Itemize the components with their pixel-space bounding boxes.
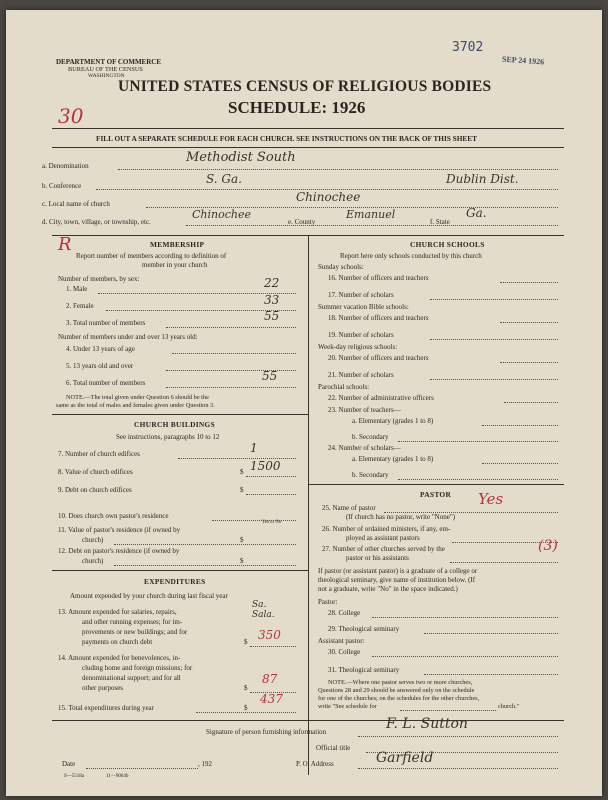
form-title: UNITED STATES CENSUS OF RELIGIOUS BODIES	[118, 78, 492, 95]
city-town-label: d. City, town, village, or township, etc.	[42, 218, 151, 226]
handwritten-number: 30	[58, 104, 84, 128]
address-label: P. O. Address	[296, 760, 334, 768]
q11-label-b: church)	[82, 536, 104, 544]
county-label: e. County	[288, 218, 316, 226]
q13-label-d: payments on church debt	[82, 638, 153, 646]
rule-schools	[308, 484, 564, 485]
denomination-value: Methodist South	[186, 150, 296, 165]
q13-label-b: and other running expenses; for im-	[82, 618, 183, 626]
rule-instruction	[52, 147, 564, 148]
q28-line	[372, 616, 558, 618]
local-name-label: c. Local name of church	[42, 200, 110, 208]
q11-label-a: 11. Value of pastor's residence (if owned by	[58, 526, 181, 534]
by-sex-label: Number of members, by sex:	[58, 275, 140, 283]
q22-label: 22. Number of administrative officers	[328, 394, 434, 402]
q14-dollar: $	[244, 684, 248, 692]
q27-label-b: pastor or his assistants	[346, 554, 409, 562]
q12-dollar: $	[240, 557, 244, 565]
summer-label: Summer vacation Bible schools:	[318, 303, 409, 311]
district-value: Dublin Dist.	[446, 172, 519, 186]
q5-label: 5. 13 years old and over	[66, 362, 134, 370]
q14-label-c: denominational support; and for all	[82, 674, 181, 682]
schools-heading: CHURCH SCHOOLS	[410, 240, 485, 249]
column-divider	[308, 235, 309, 775]
pastor-note-2: Questions 28 and 29 should be answered only on the schedule	[318, 687, 475, 694]
pastor-note-4: write "See schedule for	[318, 703, 377, 710]
q4-line	[172, 352, 296, 354]
city-town-value: Chinochee	[192, 208, 251, 221]
q2-label: 2. Female	[66, 302, 94, 310]
q26-label-b: ployed as assistant pastors	[346, 534, 420, 542]
q21-line	[430, 378, 558, 380]
q30-label: 30. College	[328, 648, 361, 656]
q11-dollar: $	[240, 536, 244, 544]
q19-line	[430, 338, 558, 340]
q9-line	[246, 493, 296, 495]
q19-label: 19. Number of scholars	[328, 331, 394, 339]
q25-label: 25. Name of pastor	[322, 504, 376, 512]
age-label: Number of members under and over 13 years old:	[58, 333, 198, 341]
q9-dollar: $	[240, 486, 244, 494]
q23b-line	[398, 440, 558, 442]
q22-line	[504, 401, 558, 403]
membership-note2: same as the total of males and females given under Question 3.	[56, 402, 215, 409]
q18-line	[500, 321, 558, 323]
conference-label: b. Conference	[42, 182, 82, 190]
address-line	[358, 767, 558, 769]
q23a-label: a. Elementary (grades 1 to 8)	[352, 417, 434, 425]
date-year: , 192	[198, 760, 212, 768]
rule-footer	[52, 720, 564, 721]
q2-value: 33	[264, 293, 280, 307]
q3-line	[166, 326, 296, 328]
q31-line	[424, 673, 558, 675]
q14-value: 87	[262, 672, 278, 686]
q26-label-a: 26. Number of ordained ministers, if any, em-	[322, 525, 451, 533]
q1-label: 1. Male	[66, 285, 88, 293]
q16-line	[500, 281, 558, 283]
q13-label-a: 13. Amount expended for salaries, repairs,	[58, 608, 177, 616]
q27-value: (3)	[538, 538, 558, 554]
signature-value: F. L. Sutton	[386, 716, 468, 732]
schedule-title: SCHEDULE: 1926	[228, 98, 366, 117]
q24b-label: b. Secondary	[352, 471, 389, 479]
q15-label: 15. Total expenditures during year	[58, 704, 154, 712]
dept-label: DEPARTMENT OF COMMERCE	[56, 58, 162, 66]
weekday-label: Week-day religious schools:	[318, 343, 398, 351]
q16-label: 16. Number of officers and teachers	[328, 274, 429, 282]
q8-label: 8. Value of church edifices	[58, 468, 133, 476]
census-schedule-page	[6, 10, 602, 796]
q3-label: 3. Total number of members	[66, 319, 146, 327]
city-line	[186, 224, 558, 226]
q24a-label: a. Elementary (grades 1 to 8)	[352, 455, 434, 463]
q8-dollar: $	[240, 468, 244, 476]
pastor-heading: PASTOR	[420, 490, 452, 499]
q10-line	[212, 519, 296, 521]
expenditures-heading: EXPENDITURES	[144, 577, 206, 586]
state-value: Ga.	[466, 206, 487, 220]
q31-label: 31. Theological seminary	[328, 666, 400, 674]
local-name-value: Chinochee	[296, 190, 361, 204]
pastor-sub-label: Pastor:	[318, 598, 338, 606]
sunday-label: Sunday schools:	[318, 263, 364, 271]
rule-membership	[52, 414, 308, 415]
q14-label-b: cluding home and foreign missions; for	[82, 664, 193, 672]
city-label: WASHINGTON	[88, 73, 125, 79]
date-label: Date	[62, 760, 76, 768]
q21-label: 21. Number of scholars	[328, 371, 394, 379]
q20-line	[500, 361, 558, 363]
denomination-label: a. Denomination	[42, 162, 89, 170]
q15-dollar: $	[244, 704, 248, 712]
grad-note-2: theological seminary, give name of institution below. (If	[318, 576, 476, 584]
q18-label: 18. Number of officers and teachers	[328, 314, 429, 322]
pastor-note-3: for one of the churches; on the schedules for the other churches,	[318, 695, 480, 702]
expenditures-sub: Amount expended by your church during last fiscal year	[70, 592, 228, 600]
yes-no-hint: Yes or No	[262, 520, 282, 525]
q8-value: 1500	[250, 459, 281, 473]
parochial-label: Parochial schools:	[318, 383, 370, 391]
red-check-mark: R	[58, 234, 72, 255]
q15-value: 437	[260, 692, 283, 706]
q6-label: 6. Total number of members	[66, 379, 146, 387]
form-number-2: 11—9064b	[106, 774, 129, 779]
membership-sub1: Report number of members according to definition of	[76, 252, 227, 260]
q11-line	[114, 543, 296, 545]
pastor-note-line	[400, 709, 496, 711]
q4-label: 4. Under 13 years of age	[66, 345, 135, 353]
q29-line	[424, 632, 558, 634]
q14-label-d: other purposes	[82, 684, 124, 692]
q12-line	[114, 564, 296, 566]
q15-line	[196, 711, 296, 713]
q6-value: 55	[262, 369, 278, 383]
q13-label-c: provements or new buildings; and for	[82, 628, 188, 636]
q13-dollar: $	[244, 638, 248, 646]
q24a-line	[482, 462, 558, 464]
schools-sub: Report here only schools conducted by this church	[340, 252, 482, 260]
q28-label: 28. College	[328, 609, 361, 617]
denomination-line	[118, 168, 558, 170]
pastor-note-1: NOTE.—Where one pastor serves two or more churches,	[328, 679, 473, 686]
grad-note-3: not a graduate, write "No" in the space indicated.)	[318, 585, 458, 593]
buildings-sub: See instructions, paragraphs 10 to 12	[116, 433, 220, 441]
official-title-label: Official title	[316, 744, 351, 752]
q24b-line	[398, 478, 558, 480]
q30-line	[372, 655, 558, 657]
q13-value: 350	[258, 628, 281, 642]
q9-label: 9. Debt on church edifices	[58, 486, 132, 494]
membership-sub2: member in your church	[142, 261, 208, 269]
form-number-1: S—5518a	[64, 774, 84, 779]
q13-line	[250, 645, 296, 647]
instruction-banner: FILL OUT A SEPARATE SCHEDULE FOR EACH CHURCH. SEE INSTRUCTIONS ON THE BACK OF THIS SHEET	[96, 134, 478, 143]
q25-hint: (If church has no pastor, write "None")	[346, 513, 456, 521]
q8-line	[246, 475, 296, 477]
pastor-note-5: church."	[498, 703, 520, 710]
signature-label: Signature of person furnishing information	[206, 728, 327, 736]
grad-note-1: If pastor (or assistant pastor) is a graduate of a college or	[318, 567, 478, 575]
received-stamp: SEP 24 1926	[501, 54, 545, 67]
q23b-label: b. Secondary	[352, 433, 389, 441]
q23a-line	[482, 424, 558, 426]
q13-note: Sa. Sala.	[252, 600, 275, 620]
buildings-heading: CHURCH BUILDINGS	[134, 420, 215, 429]
date-line	[86, 767, 198, 769]
serial-number: 3702	[452, 40, 484, 55]
q14-label-a: 14. Amount expended for benevolences, in-	[58, 654, 181, 662]
q27-label-a: 27. Number of other churches served by the	[322, 545, 445, 553]
asst-pastor-label: Assistant pastor:	[318, 637, 365, 645]
state-label: f. State	[430, 218, 450, 226]
rule-top	[52, 128, 564, 129]
signature-line	[358, 735, 558, 737]
q1-value: 22	[264, 276, 280, 290]
q29-label: 29. Theological seminary	[328, 625, 400, 633]
q12-label-b: church)	[82, 557, 104, 565]
q10-label: 10. Does church own pastor's residence	[58, 512, 169, 520]
q12-label-a: 12. Debt on pastor's residence (if owned by	[58, 547, 180, 555]
q6-line	[166, 386, 296, 388]
q3-value: 55	[264, 309, 280, 323]
q7-label: 7. Number of church edifices	[58, 450, 140, 458]
q17-line	[430, 298, 558, 300]
q20-label: 20. Number of officers and teachers	[328, 354, 429, 362]
q24-label: 24. Number of scholars—	[328, 444, 401, 452]
conference-value: S. Ga.	[206, 172, 242, 186]
rule-buildings	[52, 570, 308, 571]
membership-note1: NOTE.—The total given under Question 6 should be the	[66, 394, 209, 401]
q23-label: 23. Number of teachers—	[328, 406, 401, 414]
address-value: Garfield	[376, 750, 434, 766]
membership-heading: MEMBERSHIP	[150, 240, 205, 249]
q7-value: 1	[250, 441, 258, 455]
q27-line	[450, 561, 558, 563]
q17-label: 17. Number of scholars	[328, 291, 394, 299]
county-value: Emanuel	[346, 208, 396, 221]
bureau-label: BUREAU OF THE CENSUS	[68, 66, 143, 73]
q25-value: Yes	[478, 490, 504, 508]
